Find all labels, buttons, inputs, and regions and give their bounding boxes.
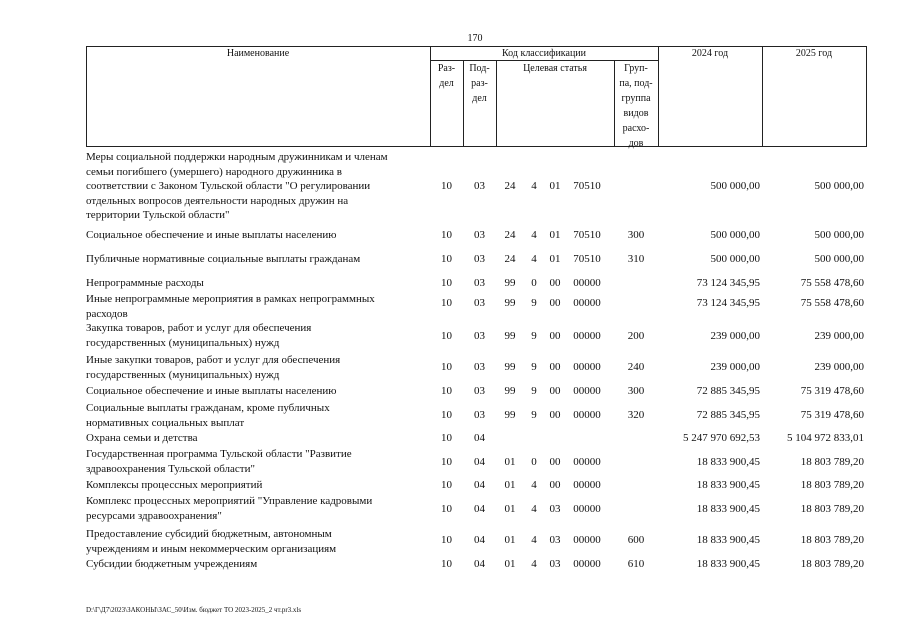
row-name	[86, 527, 426, 556]
cell-cs3: 03	[549, 503, 561, 515]
row-name-line: Государственная программа Тульской области "Развитие	[86, 448, 352, 460]
cell-y2024: 73 124 345,95	[696, 297, 760, 309]
row-name-line: Комплекс процессных мероприятий "Управление кадровыми	[86, 495, 373, 507]
cell-y2024: 18 833 900,45	[696, 534, 760, 546]
row-name-line: ресурсами здравоохранения"	[86, 509, 222, 522]
cell-y2024: 239 000,00	[710, 361, 760, 373]
row-name-line: Социальное обеспечение и иные выплаты населению	[86, 229, 337, 241]
cell-cs1: 99	[504, 277, 516, 289]
row-name	[86, 321, 426, 350]
cell-podrazdel: 04	[474, 503, 485, 515]
row-name-line: Социальные выплаты гражданам, кроме публичных	[86, 402, 330, 414]
cell-podrazdel: 03	[474, 180, 485, 192]
cell-podrazdel: 03	[474, 361, 485, 373]
cell-y2024: 500 000,00	[710, 253, 760, 265]
cell-vr: 240	[627, 361, 645, 373]
cell-razdel: 10	[441, 253, 452, 265]
cell-cs2: 0	[531, 456, 537, 468]
cell-y2025: 5 104 972 833,01	[787, 432, 864, 444]
cell-podrazdel: 04	[474, 534, 485, 546]
row-name-line: государственных (муниципальных) нужд	[86, 368, 280, 381]
header-subsection: Под- раз- дел	[469, 63, 490, 104]
row-name	[86, 276, 426, 291]
cell-cs4: 00000	[573, 456, 601, 468]
cell-cs2: 0	[531, 277, 537, 289]
row-name	[86, 401, 426, 430]
cell-cs1: 99	[504, 330, 516, 342]
cell-cs2: 4	[531, 479, 537, 491]
cell-razdel: 10	[441, 558, 452, 570]
cell-cs1: 24	[504, 253, 516, 265]
cell-razdel: 10	[441, 180, 452, 192]
row-name-line: Субсидии бюджетным учреждениям	[86, 558, 258, 570]
cell-y2024: 500 000,00	[710, 180, 760, 192]
cell-cs1: 01	[504, 534, 516, 546]
cell-y2024: 72 885 345,95	[696, 385, 760, 397]
row-name-line: Иные непрограммные мероприятия в рамках непрограммных	[86, 293, 375, 305]
cell-vr: 300	[627, 229, 645, 241]
cell-y2024: 72 885 345,95	[696, 409, 760, 421]
cell-razdel: 10	[441, 277, 452, 289]
row-name	[86, 494, 426, 523]
cell-razdel: 10	[441, 361, 452, 373]
row-name-line: расходов	[86, 307, 128, 320]
cell-y2025: 75 319 478,60	[800, 385, 864, 397]
cell-razdel: 10	[441, 479, 452, 491]
row-name-line: Предоставление субсидий бюджетным, автономным	[86, 528, 332, 540]
header-target-article: Целевая статья	[523, 63, 587, 74]
cell-y2024: 18 833 900,45	[696, 503, 760, 515]
row-name-line: семьи погибшего (умершего) народного дружинника в	[86, 165, 342, 178]
cell-cs1: 01	[504, 503, 516, 515]
cell-razdel: 10	[441, 534, 452, 546]
cell-y2024: 239 000,00	[710, 330, 760, 342]
cell-cs3: 00	[549, 361, 561, 373]
cell-podrazdel: 04	[474, 432, 485, 444]
cell-cs4: 00000	[573, 409, 601, 421]
cell-podrazdel: 04	[474, 558, 485, 570]
row-name	[86, 557, 426, 572]
cell-cs2: 4	[531, 180, 537, 192]
cell-cs3: 00	[549, 479, 561, 491]
header-year-2025: 2025 год	[795, 48, 833, 59]
cell-cs3: 03	[549, 558, 561, 570]
cell-y2025: 18 803 789,20	[800, 503, 864, 515]
row-name	[86, 228, 426, 243]
cell-podrazdel: 03	[474, 409, 485, 421]
cell-cs3: 00	[549, 330, 561, 342]
cell-cs2: 9	[531, 361, 537, 373]
row-name-line: государственных (муниципальных) нужд	[86, 336, 280, 349]
row-name	[86, 150, 426, 223]
cell-y2025: 18 803 789,20	[800, 558, 864, 570]
cell-vr: 310	[627, 253, 645, 265]
row-name-line: отдельных вопросов деятельности народных дружин на	[86, 194, 349, 207]
cell-y2025: 500 000,00	[814, 180, 864, 192]
row-name	[86, 292, 426, 321]
cell-vr: 600	[627, 534, 645, 546]
cell-podrazdel: 04	[474, 479, 485, 491]
cell-podrazdel: 03	[474, 277, 485, 289]
cell-cs2: 9	[531, 297, 537, 309]
cell-vr: 300	[627, 385, 645, 397]
cell-cs2: 4	[531, 534, 537, 546]
row-name-line: соответствии с Законом Тульской области "О регулировании	[86, 180, 371, 193]
row-name-line: Охрана семьи и детства	[86, 432, 198, 444]
page-number: 170	[467, 33, 483, 44]
cell-y2025: 18 803 789,20	[800, 479, 864, 491]
cell-cs2: 4	[531, 558, 537, 570]
cell-y2025: 239 000,00	[814, 330, 864, 342]
cell-cs2: 4	[531, 503, 537, 515]
cell-razdel: 10	[441, 330, 452, 342]
row-name-line: Социальное обеспечение и иные выплаты населению	[86, 385, 337, 397]
cell-cs3: 03	[549, 534, 561, 546]
cell-razdel: 10	[441, 432, 452, 444]
cell-cs4: 00000	[573, 503, 601, 515]
cell-razdel: 10	[441, 503, 452, 515]
cell-cs3: 01	[549, 180, 561, 192]
cell-cs4: 00000	[573, 297, 601, 309]
cell-cs4: 70510	[573, 180, 601, 192]
cell-razdel: 10	[441, 456, 452, 468]
cell-cs1: 01	[504, 479, 516, 491]
row-name-line: Непрограммные расходы	[86, 277, 204, 289]
cell-cs4: 00000	[573, 534, 601, 546]
cell-y2025: 239 000,00	[814, 361, 864, 373]
cell-y2024: 18 833 900,45	[696, 558, 760, 570]
header-expense-group: Груп- па, под- группа видов расхо- дов	[619, 63, 653, 149]
row-name	[86, 431, 426, 446]
row-name-line: здравоохранения Тульской области"	[86, 462, 255, 475]
header-classification: Код классификации	[501, 48, 587, 59]
cell-y2024: 5 247 970 692,53	[683, 432, 760, 444]
row-name-line: нормативных социальных выплат	[86, 416, 245, 429]
cell-cs1: 24	[504, 180, 516, 192]
cell-cs4: 00000	[573, 277, 601, 289]
header-year-2024: 2024 год	[691, 48, 729, 59]
cell-cs2: 9	[531, 385, 537, 397]
cell-podrazdel: 03	[474, 253, 485, 265]
cell-cs4: 00000	[573, 385, 601, 397]
cell-podrazdel: 03	[474, 385, 485, 397]
cell-vr: 320	[627, 409, 645, 421]
cell-razdel: 10	[441, 229, 452, 241]
cell-cs3: 01	[549, 253, 561, 265]
cell-podrazdel: 03	[474, 297, 485, 309]
cell-y2025: 75 558 478,60	[800, 277, 864, 289]
cell-cs1: 99	[504, 297, 516, 309]
row-name	[86, 252, 426, 267]
cell-cs3: 00	[549, 277, 561, 289]
cell-podrazdel: 03	[474, 229, 485, 241]
cell-podrazdel: 03	[474, 330, 485, 342]
cell-cs1: 99	[504, 409, 516, 421]
cell-cs1: 01	[504, 558, 516, 570]
row-name-line: учреждениям и иным некоммерческим организациям	[86, 542, 337, 555]
cell-cs3: 00	[549, 409, 561, 421]
cell-razdel: 10	[441, 297, 452, 309]
cell-cs4: 70510	[573, 229, 601, 241]
cell-cs3: 00	[549, 297, 561, 309]
row-name	[86, 478, 426, 493]
cell-cs4: 00000	[573, 330, 601, 342]
cell-cs4: 00000	[573, 558, 601, 570]
cell-podrazdel: 04	[474, 456, 485, 468]
cell-y2024: 73 124 345,95	[696, 277, 760, 289]
cell-razdel: 10	[441, 409, 452, 421]
cell-cs3: 00	[549, 385, 561, 397]
cell-y2024: 500 000,00	[710, 229, 760, 241]
cell-razdel: 10	[441, 385, 452, 397]
cell-y2024: 18 833 900,45	[696, 479, 760, 491]
cell-y2025: 75 558 478,60	[800, 297, 864, 309]
cell-y2025: 18 803 789,20	[800, 456, 864, 468]
row-name-line: Комплексы процессных мероприятий	[86, 479, 263, 491]
header-section: Раз- дел	[437, 63, 456, 89]
cell-cs2: 9	[531, 330, 537, 342]
cell-y2025: 75 319 478,60	[800, 409, 864, 421]
row-name	[86, 353, 426, 382]
cell-vr: 200	[627, 330, 645, 342]
cell-cs2: 9	[531, 409, 537, 421]
cell-cs2: 4	[531, 229, 537, 241]
cell-y2025: 18 803 789,20	[800, 534, 864, 546]
cell-cs4: 00000	[573, 479, 601, 491]
cell-y2024: 18 833 900,45	[696, 456, 760, 468]
row-name-line: Публичные нормативные социальные выплаты гражданам	[86, 253, 361, 265]
cell-cs3: 01	[549, 229, 561, 241]
cell-cs1: 99	[504, 361, 516, 373]
cell-cs3: 00	[549, 456, 561, 468]
cell-cs1: 24	[504, 229, 516, 241]
row-name-line: Закупка товаров, работ и услуг для обеспечения	[86, 322, 312, 334]
cell-cs1: 99	[504, 385, 516, 397]
row-name	[86, 447, 426, 476]
footer-file-path: D:\Г\Д7\2023\ЗАКОНЫ\ЗАС_50\Изм. бюджет ТО 2023-2025_2 чт.pr3.xls	[86, 606, 302, 614]
row-name	[86, 384, 426, 399]
row-name-line: Иные закупки товаров, работ и услуг для обеспечения	[86, 354, 341, 366]
cell-cs4: 70510	[573, 253, 601, 265]
cell-y2025: 500 000,00	[814, 229, 864, 241]
cell-cs1: 01	[504, 456, 516, 468]
cell-vr: 610	[627, 558, 645, 570]
row-name-line: территории Тульской области"	[86, 209, 230, 222]
cell-cs4: 00000	[573, 361, 601, 373]
cell-y2025: 500 000,00	[814, 253, 864, 265]
header-name: Наименование	[226, 48, 290, 59]
row-name-line: Меры социальной поддержки народным дружинникам и членам	[86, 151, 388, 163]
cell-cs2: 4	[531, 253, 537, 265]
